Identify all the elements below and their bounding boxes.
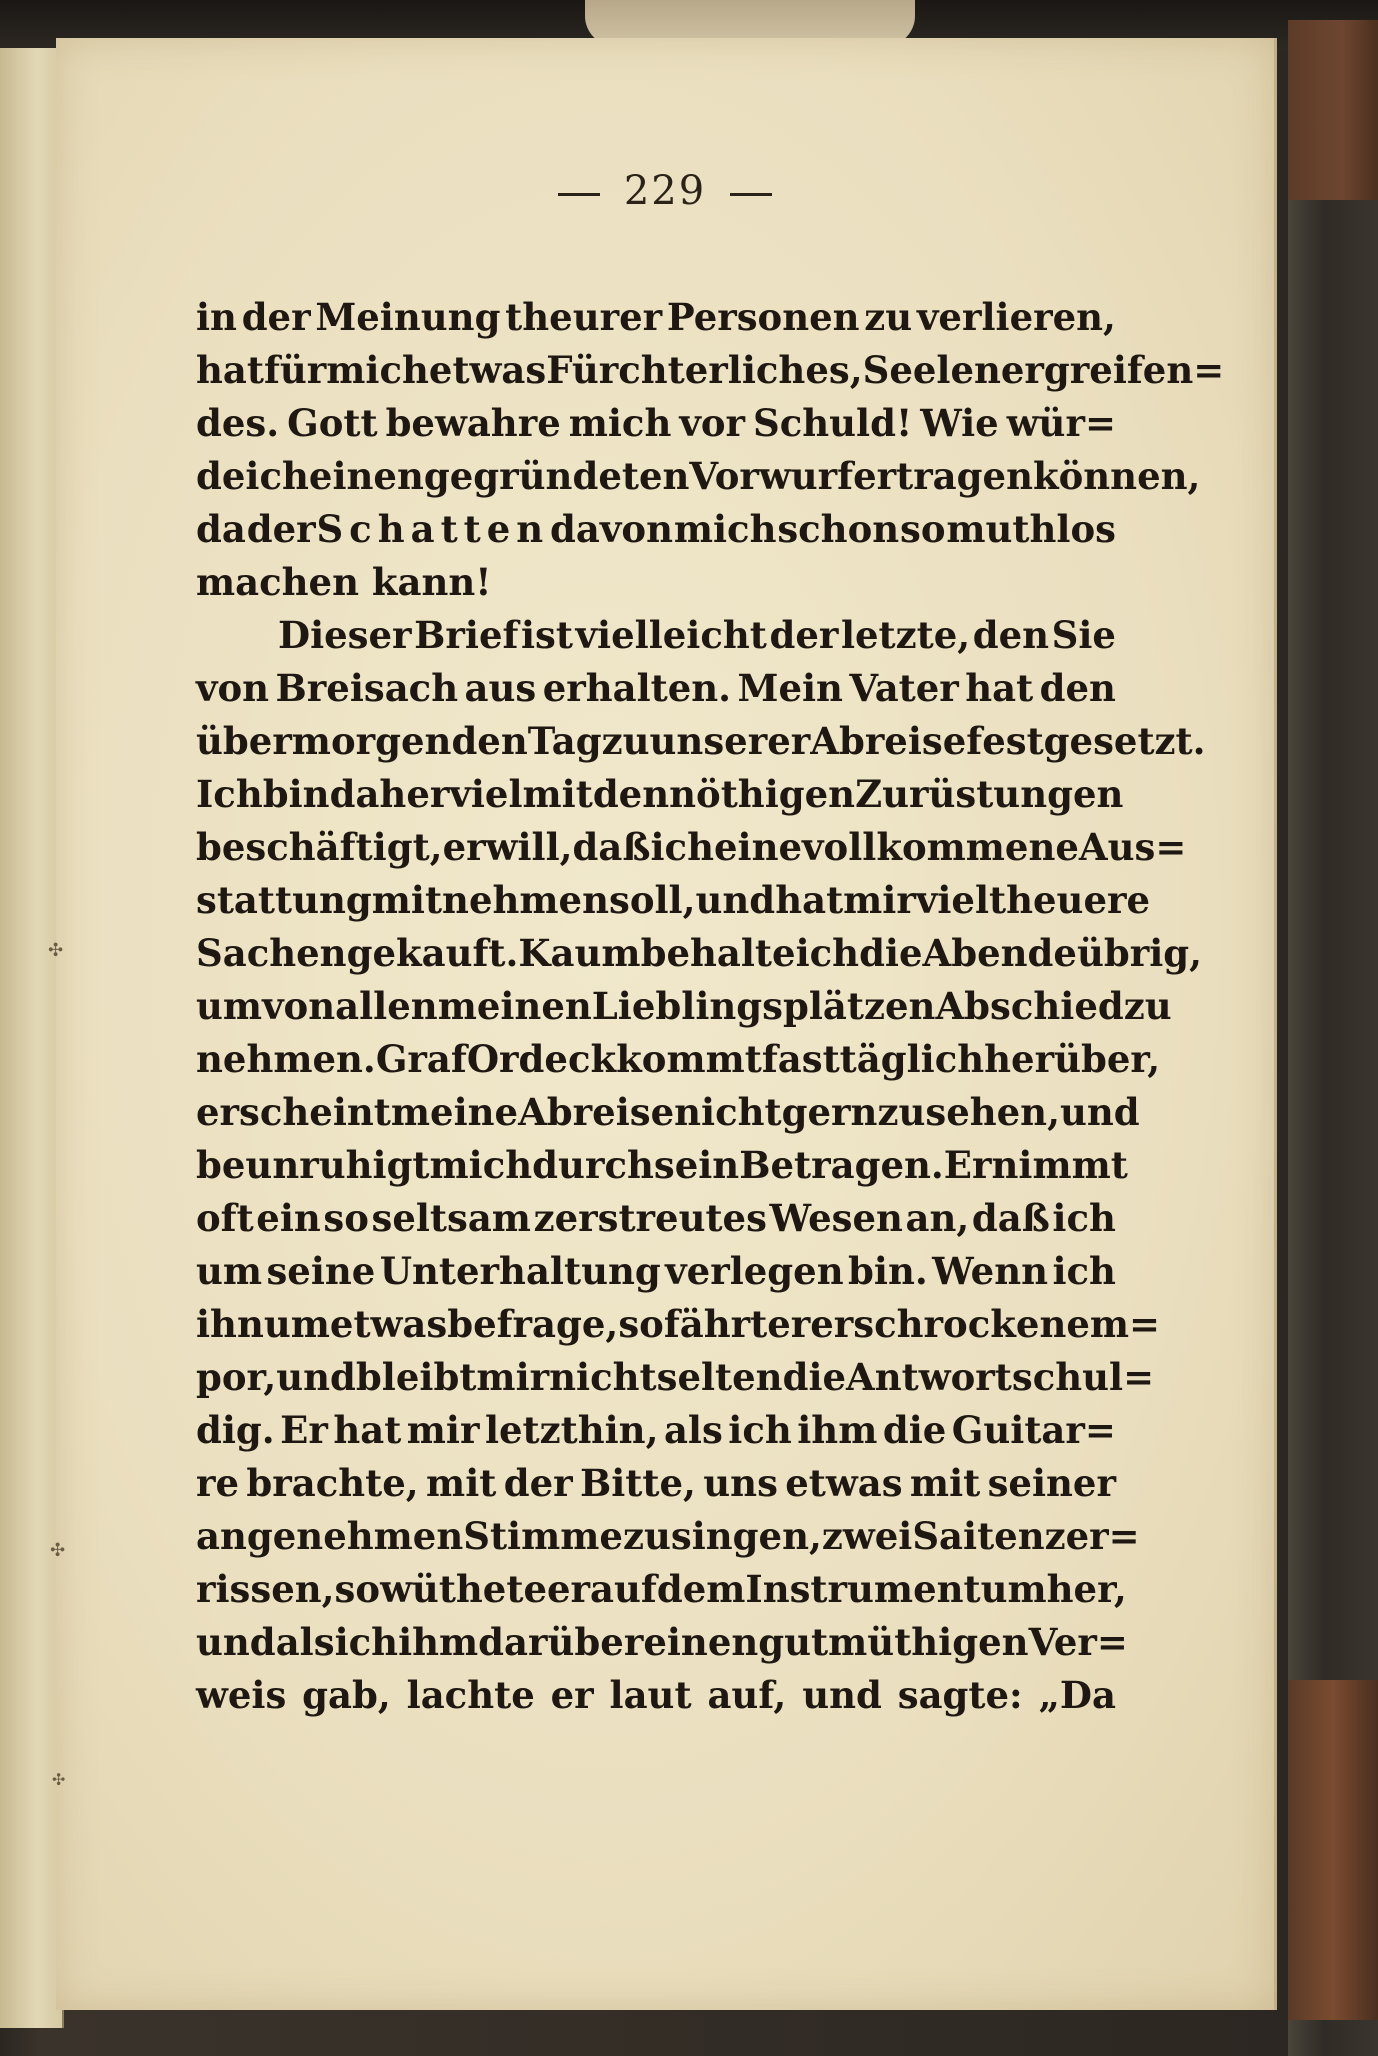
page-number — [56, 168, 1274, 214]
page-number-value: 229 — [623, 168, 707, 214]
text-line: da der Schatten davon mich schon so muthlos — [196, 507, 1116, 551]
text-line: Ich bin daher viel mit den nöthigen Zurüstungen — [196, 772, 1124, 816]
text-line: beschäftigt, er will, daß ich eine vollkommene Aus= — [196, 825, 1187, 869]
text-line: Dieser Brief ist vielleicht der letzte, den Sie — [278, 613, 1116, 657]
text-line: de ich einen gegründeten Vorwurf ertragen können, — [196, 454, 1201, 498]
leather-corner-top — [1288, 20, 1378, 200]
margin-mark: ✣ — [52, 1770, 66, 1789]
text-line: ihn um etwas befrage, so fährt er erschrocken em= — [196, 1302, 1161, 1346]
text-line: von Breisach aus erhalten. Mein Vater hat den — [196, 666, 1116, 710]
text-line: um seine Unterhaltung verlegen bin. Wenn ich — [196, 1249, 1116, 1293]
margin-mark: ✣ — [48, 940, 64, 961]
text-line: übermorgenden Tag zu unserer Abreise festgesetzt. — [196, 719, 1206, 763]
text-line: por, und bleibt mir nicht selten die Antwort schul= — [196, 1355, 1155, 1399]
text-line: um von allen meinen Lieblingsplätzen Abschied zu — [196, 984, 1172, 1028]
facing-page-edge — [0, 48, 64, 2028]
text-line: angenehmen Stimme zu singen, zwei Saiten zer= — [196, 1514, 1140, 1558]
margin-mark: ✣ — [50, 1540, 66, 1561]
text-line: dig. Er hat mir letzthin, als ich ihm die Guitar= — [196, 1408, 1116, 1452]
text-line: oft ein so seltsam zerstreutes Wesen an, daß ich — [196, 1196, 1116, 1240]
leather-corner-bottom — [1288, 1680, 1378, 2020]
text-line: weis gab, lachte er laut auf, und sagte: „Da — [196, 1673, 1116, 1717]
text-line: stattung mitnehmen soll, und hat mir viel theuere — [196, 878, 1151, 922]
text-line: des. Gott bewahre mich vor Schuld! Wie wür= — [196, 401, 1116, 445]
text-line: hat für mich etwas Fürchterliches, Seelenergreifen= — [196, 348, 1225, 392]
book-page — [56, 38, 1277, 2010]
dash-right — [730, 193, 772, 196]
text-line: Sachen gekauft. Kaum behalte ich die Abende übrig, — [196, 931, 1203, 975]
text-line: er scheint meine Abreise nicht gern zu sehen, und — [196, 1090, 1140, 1134]
dash-left — [558, 193, 600, 196]
text-line: nehmen. Graf Ordeck kommt fast täglich herüber, — [196, 1037, 1161, 1081]
text-line: beunruhigt mich durch sein Betragen. Er nimmt — [196, 1143, 1128, 1187]
text-line: rissen, so wüthete er auf dem Instrument umher, — [196, 1567, 1127, 1611]
text-line: in der Meinung theurer Personen zu verlieren, — [196, 295, 1116, 339]
text-line: und als ich ihm darüber einen gutmüthigen Ver= — [196, 1620, 1128, 1664]
text-line: re brachte, mit der Bitte, uns etwas mit seiner — [196, 1461, 1116, 1505]
text-line: machen kann! — [196, 560, 492, 604]
body-text — [196, 283, 1225, 1717]
